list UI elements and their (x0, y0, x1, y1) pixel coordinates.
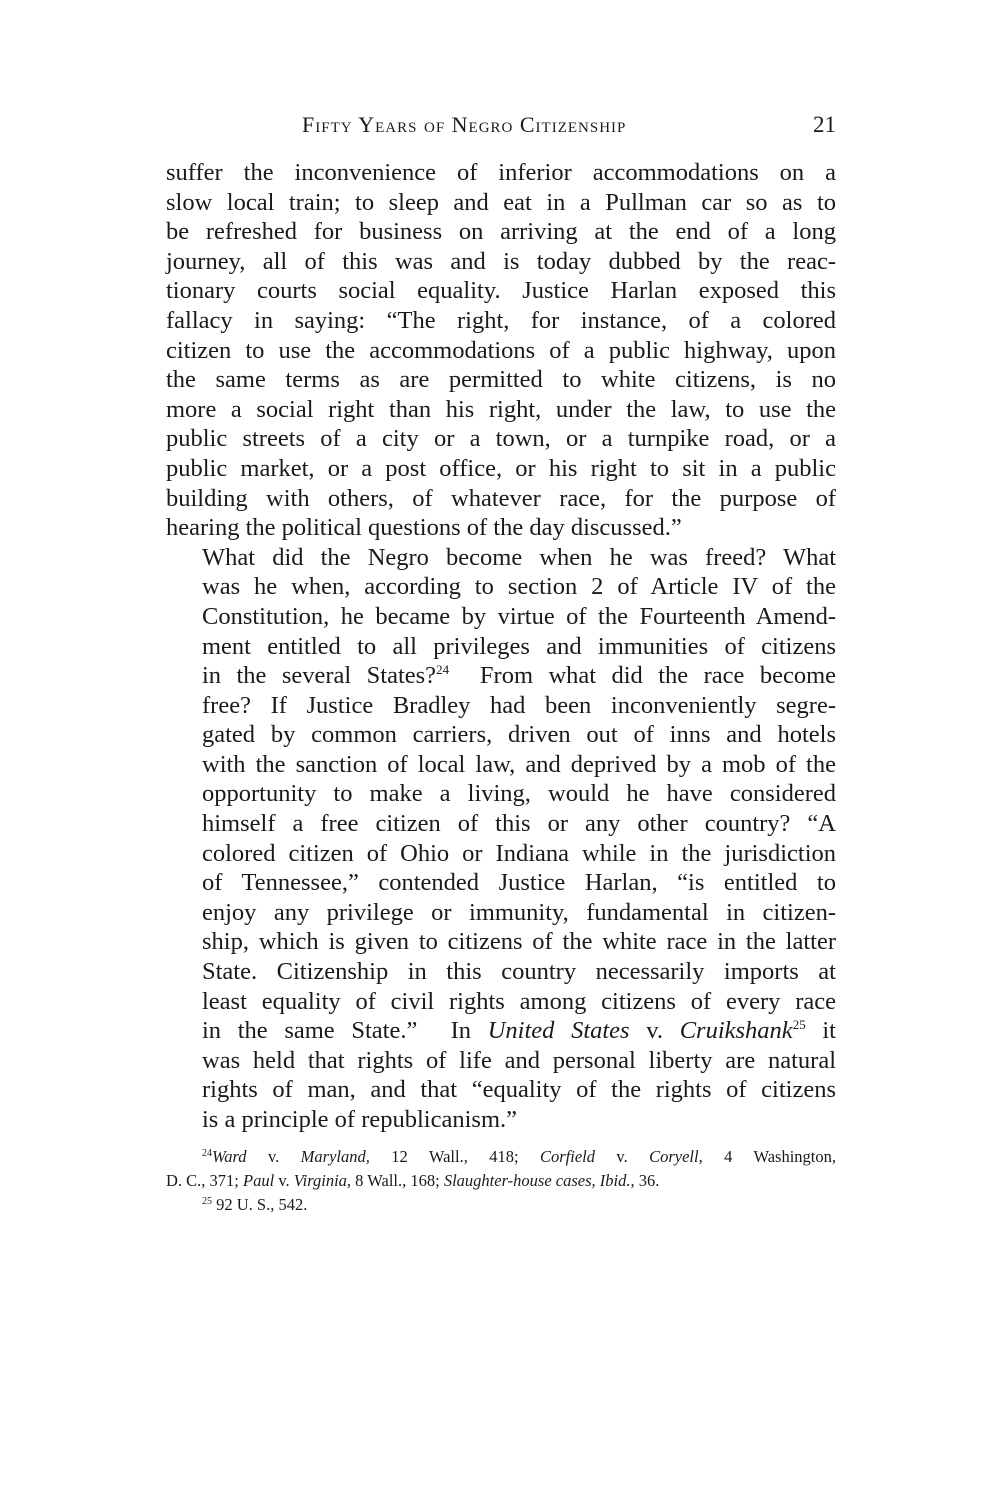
text-line: of Tennessee,” contended Justice Harlan, “is entitled to (202, 869, 836, 897)
case-name: Coryell, (649, 1147, 703, 1166)
text-line (166, 661, 836, 691)
text-line: public streets of a city or a town, or a turnpike road, or a (166, 425, 836, 453)
text-line: more a social right than his right, under the law, to use the (166, 395, 836, 423)
footnote-24 (166, 1145, 836, 1169)
text-line: be refreshed for business on arriving at the end of a long (166, 218, 836, 246)
text-line: fallacy in saying: “The right, for instance, of a colored (166, 306, 836, 334)
footnote-ref-24: 24 (436, 662, 450, 678)
footnote-text: v. (595, 1147, 650, 1166)
text-line: opportunity to make a living, would he have considered (202, 780, 836, 808)
case-name: Virginia, (293, 1171, 352, 1190)
text-run: in the same State.” In (202, 1017, 488, 1045)
text-line: rights of man, and that “equality of the rights of citizens (202, 1076, 836, 1104)
text-line: gated by common carriers, driven out of inns and hotels (202, 721, 836, 749)
text-line: colored citizen of Ohio or Indiana while in the jurisdiction (202, 839, 836, 867)
case-name: Ward (212, 1147, 247, 1166)
text-run: it (805, 1017, 836, 1045)
text-line: the same terms as are permitted to white citizens, is no (166, 366, 836, 394)
paragraph-1 (166, 158, 836, 543)
text-run: v. (629, 1017, 680, 1045)
footnote-number: 25 (202, 1196, 212, 1207)
body-text (166, 158, 836, 1135)
text-run: in the several States? (202, 662, 437, 690)
page-header (166, 112, 836, 144)
case-name: United States (487, 1017, 630, 1045)
text-line: ment entitled to all privileges and immunities of citizens (202, 632, 836, 660)
text-line: Constitution, he became by virtue of the Fourteenth Amend- (202, 602, 836, 630)
footnote-text: D. C., 371; (166, 1171, 244, 1190)
text-line: tionary courts social equality. Justice Harlan exposed this (166, 277, 836, 305)
text-line: What did the Negro become when he was freed? What (202, 543, 836, 571)
text-line: was he when, according to section 2 of Article IV of the (202, 573, 836, 601)
text-line: public market, or a post office, or his right to sit in a public (166, 454, 836, 482)
text-line: journey, all of this was and is today dubbed by the reac- (166, 247, 836, 275)
footnote-text: 92 U. S., 542. (212, 1195, 308, 1214)
case-name: Corfield (539, 1147, 595, 1166)
footnote-text: 8 Wall., 168; (351, 1171, 444, 1190)
case-name: Maryland, (300, 1147, 370, 1166)
text-line: least equality of civil rights among citizens of every race (202, 987, 836, 1015)
footnote-24-continued (166, 1169, 836, 1193)
text-line: building with others, of whatever race, for the purpose of (166, 484, 836, 512)
running-title: Fifty Years of Negro Citizenship (302, 112, 627, 137)
footnote-number: 24 (202, 1148, 212, 1159)
footnote-text: v. (274, 1171, 294, 1190)
text-line: with the sanction of local law, and deprived by a mob of the (202, 750, 836, 778)
footnote-text: 36. (634, 1171, 660, 1190)
footnotes (166, 1145, 836, 1217)
case-name: Paul (243, 1171, 275, 1190)
case-name: Cruikshank (679, 1017, 793, 1045)
footnote-ref-25: 25 (792, 1017, 806, 1033)
footnote-text: 12 Wall., 418; (369, 1147, 540, 1166)
text-run: From what did the race become (449, 662, 836, 690)
text-line: free? If Justice Bradley had been inconveniently segre- (202, 691, 836, 719)
paragraph-2 (166, 543, 836, 1135)
text-line: citizen to use the accommodations of a public highway, upon (166, 336, 836, 364)
text-line: slow local train; to sleep and eat in a Pullman car so as to (166, 188, 836, 216)
text-line: is a principle of republicanism.” (202, 1106, 517, 1133)
text-line: hearing the political questions of the day discussed.” (166, 514, 682, 542)
text-line: ship, which is given to citizens of the white race in the latter (202, 928, 836, 956)
text-line: enjoy any privilege or immunity, fundamental in citizen- (202, 898, 836, 926)
footnote-text: v. (246, 1147, 301, 1166)
text-line: State. Citizenship in this country necessarily imports at (202, 958, 836, 986)
text-line: was held that rights of life and personal liberty are natural (202, 1046, 836, 1074)
text-line: himself a free citizen of this or any other country? “A (202, 810, 836, 838)
footnote-25 (166, 1193, 836, 1217)
page-number: 21 (813, 112, 836, 137)
footnote-text: 4 Washington, (702, 1147, 837, 1166)
case-name: Slaughter-house cases, Ibid., (443, 1171, 635, 1190)
text-line: suffer the inconvenience of inferior accommodations on a (166, 159, 836, 186)
text-line (166, 1016, 836, 1046)
